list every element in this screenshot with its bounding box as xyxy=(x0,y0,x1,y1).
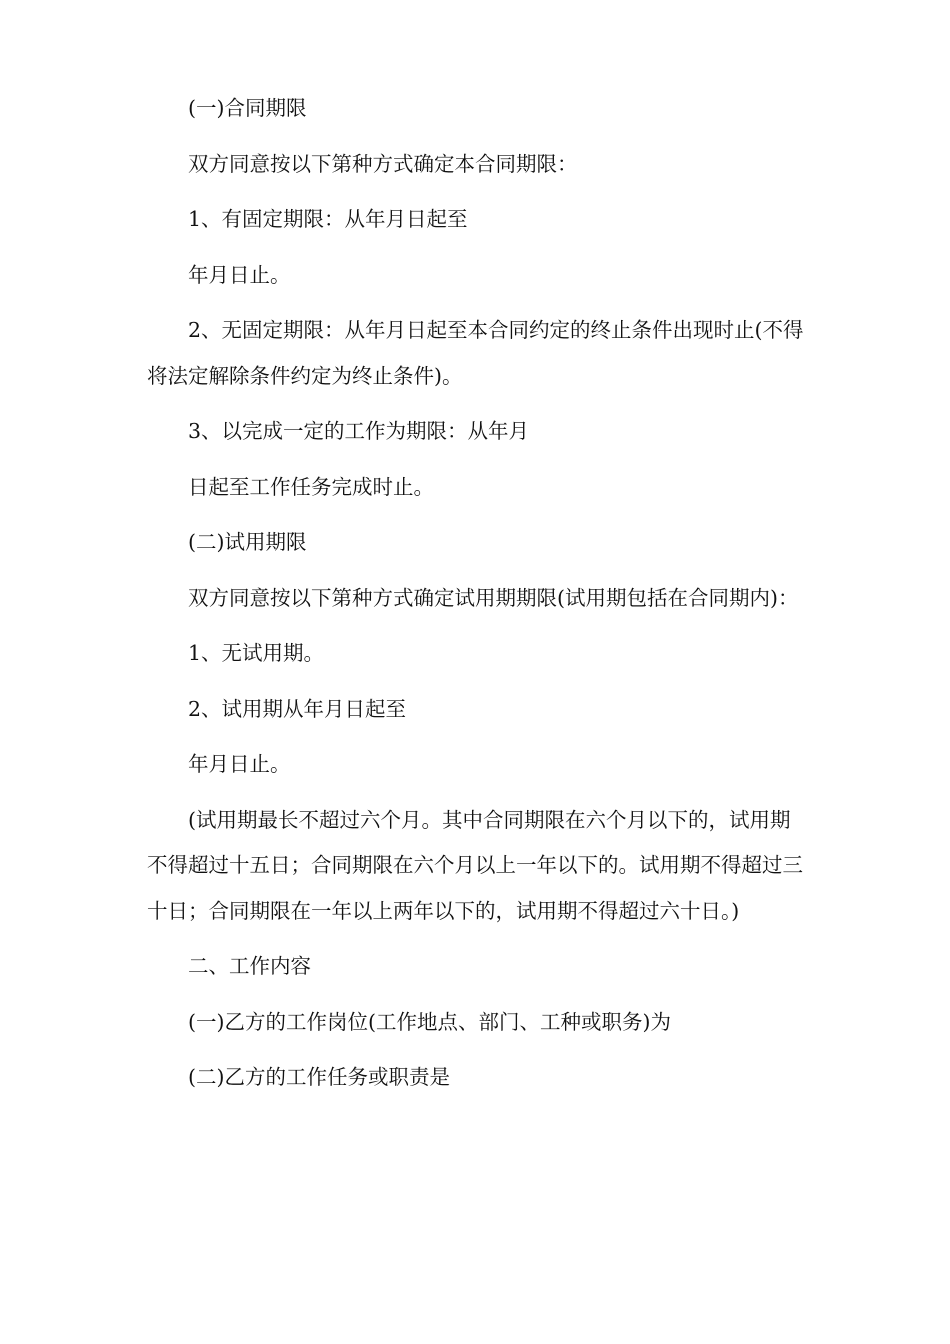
section-heading-probation: (二)试用期限 xyxy=(188,530,307,554)
paragraph-task-term-end: 日起至工作任务完成时止。 xyxy=(188,474,434,499)
paragraph-work-duties: (二)乙方的工作任务或职责是 xyxy=(188,1065,450,1089)
paragraph-probation-start: 2、试用期从年月日起至 xyxy=(188,696,407,721)
document-body xyxy=(147,86,807,1101)
paragraph-no-probation: 1、无试用期。 xyxy=(188,641,325,665)
section-heading-work-content: 二、工作内容 xyxy=(188,954,311,978)
paragraph-probation-limits: (试用期最长不超过六个月。其中合同期限在六个月以下的，试用期不得超过十五日；合同期限在六个月以上一年以下的。试用期不得超过三十日；合同期限在一年以上两年以下的，试用期不得超过六十日。) xyxy=(147,807,803,923)
paragraph-term-choice: 双方同意按以下第种方式确定本合同期限： xyxy=(188,151,578,176)
paragraph-work-position: (一)乙方的工作岗位(工作地点、部门、工种或职务)为 xyxy=(188,1009,671,1034)
paragraph-task-term: 3、以完成一定的工作为期限：从年月 xyxy=(188,419,530,443)
section-heading-contract-term: (一)合同期限 xyxy=(188,96,307,120)
paragraph-fixed-term-end: 年月日止。 xyxy=(188,262,291,287)
paragraph-probation-end: 年月日止。 xyxy=(188,752,291,776)
paragraph-probation-choice: 双方同意按以下第种方式确定试用期期限(试用期包括在合同期内)： xyxy=(188,585,799,610)
paragraph-fixed-term: 1、有固定期限：从年月日起至 xyxy=(188,207,468,231)
paragraph-open-term: 2、无固定期限：从年月日起至本合同约定的终止条件出现时止(不得将法定解除条件约定为终止条件)。 xyxy=(147,318,804,388)
